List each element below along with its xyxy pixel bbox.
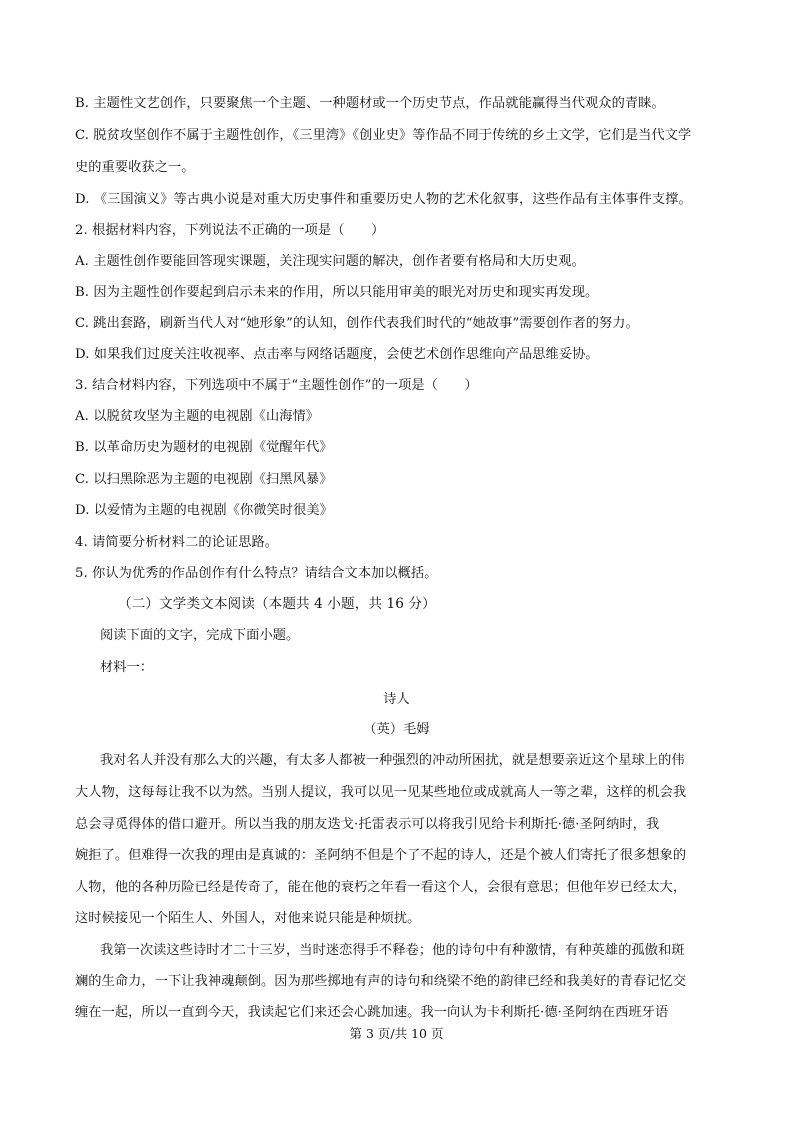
q3-option-a: A. 以脱贫攻坚为主题的电视剧《山海情》 <box>75 409 320 424</box>
section-heading: （二）文学类文本阅读（本题共 4 小题，共 16 分） <box>118 596 436 612</box>
q3-option-b: B. 以革命历史为题材的电视剧《觉醒年代》 <box>75 440 333 455</box>
q5: 5. 你认为优秀的作品创作有什么特点？请结合文本加以概括。 <box>75 566 438 581</box>
page-number-footer: 第 3 页/共 10 页 <box>349 1026 444 1041</box>
q4: 4. 请简要分析材料二的论证思路。 <box>75 535 279 550</box>
story-title: 诗人 <box>383 692 410 707</box>
paragraph-line: 缠在一起，所以一直到今天，我读起它们来还会心跳加速。我一向认为卡利斯托·德·圣阿纳在西班牙语 <box>75 1005 669 1020</box>
paragraph-line: 总会寻觅得体的借口避开。所以当我的朋友迭戈·托雷表示可以将我引见给卡利斯托·德·圣阿纳时，我 <box>75 817 660 832</box>
q2-option-b: B. 因为主题性创作要起到启示未来的作用，所以只能用审美的眼光对历史和现实再发现。 <box>75 285 599 300</box>
instruction: 阅读下面的文字，完成下面小题。 <box>100 628 300 643</box>
paragraph-line: 我第一次读这些诗时才二十三岁，当时迷恋得手不释卷；他的诗句中有种激情，有种英雄的孤傲和斑 <box>100 943 685 958</box>
q2-option-c: C. 跳出套路，刷新当代人对“她形象”的认知，创作代表我们时代的“她故事”需要创作者的努力。 <box>75 316 639 331</box>
material-label: 材料一： <box>100 660 154 675</box>
paragraph-line: 婉拒了。但难得一次我的理由是真诚的：圣阿纳不但是个了不起的诗人，还是个被人们寄托了很多想象的 <box>75 848 687 863</box>
q1-option-c-line1: C. 脱贫攻坚创作不属于主题性创作，《三里湾》《创业史》等作品不同于传统的乡土文学，它们是当代文学 <box>75 128 692 143</box>
paragraph-line: 这时候接见一个陌生人、外国人，对他来说只能是种烦扰。 <box>75 911 421 926</box>
q3-option-d: D. 以爱情为主题的电视剧《你微笑时很美》 <box>75 503 333 518</box>
q2-stem: 2. 根据材料内容，下列说法不正确的一项是（ ） <box>75 223 385 238</box>
paragraph-line: 我对名人并没有那么大的兴趣，有太多人都被一种强烈的冲动所困扰，就是想要亲近这个星球上的伟 <box>100 753 685 768</box>
story-author: （英）毛姆 <box>363 722 430 737</box>
q3-stem: 3. 结合材料内容，下列选项中不属于“主题性创作”的一项是（ ） <box>75 378 478 393</box>
q1-option-b: B. 主题性文艺创作，只要聚焦一个主题、一种题材或一个历史节点，作品就能赢得当代观众的青睐。 <box>75 96 665 111</box>
q1-option-d: D. 《三国演义》等古典小说是对重大历史事件和重要历史人物的艺术化叙事，这些作品有主体事件支撑。 <box>75 192 692 207</box>
q2-option-d: D. 如果我们过度关注收视率、点击率与网络话题度，会使艺术创作思维向产品思维妥协。 <box>75 347 599 362</box>
q3-option-c: C. 以扫黑除恶为主题的电视剧《扫黑风暴》 <box>75 472 333 487</box>
q2-option-a: A. 主题性创作要能回答现实课题，关注现实问题的解决，创作者要有格局和大历史观。 <box>75 254 585 269</box>
paragraph-line: 大人物，这每每让我不以为然。当别人提议，我可以见一见某些地位或成就高人一等之辈，这样的机会我 <box>75 785 687 800</box>
q1-option-c-line2: 史的重要收获之一。 <box>75 160 195 175</box>
paragraph-line: 斓的生命力，一下让我神魂颠倒。因为那些掷地有声的诗句和绕梁不绝的韵律已经和我美好的青春记忆交 <box>75 974 687 989</box>
paragraph-line: 人物，他的各种历险已经是传奇了，能在他的衰朽之年看一看这个人，会很有意思；但他年岁已经太大， <box>75 880 687 895</box>
